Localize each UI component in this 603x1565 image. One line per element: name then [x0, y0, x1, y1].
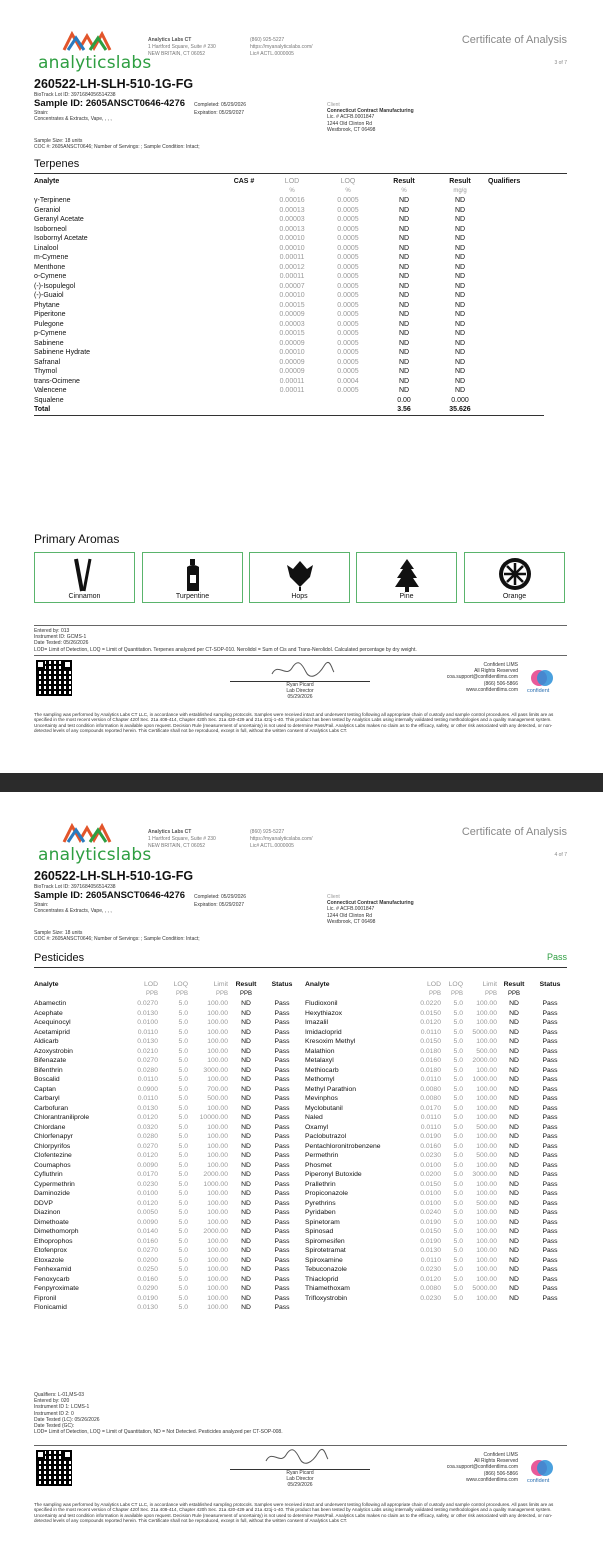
sample-id: Sample ID: 2605ANSCT0646-4276	[34, 98, 186, 109]
entered-by: Entered by: 013 Instrument ID: GCMS-1 Date Tested: 05/26/2026	[34, 628, 89, 647]
table-row: o-Cymene 0.00011 0.0005 ND ND	[34, 273, 466, 280]
table-row: Imidacloprid 0.0110 5.0 5000.00 ND Pass	[305, 1028, 558, 1036]
terpenes-table	[34, 177, 544, 416]
table-units-row: PPB PPB PPB PPB	[428, 990, 520, 997]
table-row: Clofentezine 0.0120 5.0 100.00 ND Pass	[34, 1152, 290, 1159]
qr-code[interactable]	[36, 1450, 72, 1486]
page-number: 4 of 7	[554, 852, 567, 858]
sample-size: Sample Size: 18 units	[34, 138, 83, 144]
category: Concentrates & Extracts, Vape, , , ,	[34, 908, 112, 914]
table-row: Chlorfenapyr 0.0280 5.0 100.00 ND Pass	[34, 1133, 290, 1140]
table-row: Tebuconazole 0.0230 5.0 100.00 ND Pass	[305, 1266, 558, 1273]
table-row: Daminozide 0.0100 5.0 100.00 ND Pass	[34, 1190, 290, 1197]
document-title: Certificate of Analysis	[461, 34, 567, 46]
footer-divider-2	[34, 655, 567, 656]
completed-date: Completed: 05/29/2026	[194, 894, 246, 900]
table-row: Spinosad 0.0150 5.0 100.00 ND Pass	[305, 1228, 558, 1235]
signature-image	[262, 1447, 332, 1467]
table-total-row: Total 3.56 35.626	[34, 405, 544, 415]
hops-icon	[285, 557, 315, 591]
pesticides-table-right	[305, 980, 569, 1303]
page-number: 3 of 7	[554, 60, 567, 66]
client-block: Client Connecticut Contract Manufacturing Lic. # ACFB.0001847 1244 Old Clinton Rd Westbrook, CT 06498	[327, 894, 414, 925]
table-row: Menthone 0.00012 0.0005 ND ND	[34, 263, 466, 271]
biotrack-id: BioTrack Lot ID: 3971684056514238	[34, 92, 116, 98]
aroma-orange: Orange	[464, 552, 565, 603]
aroma-turpentine: Turpentine	[142, 552, 243, 603]
confident-brand: confident	[527, 1478, 550, 1484]
table-row: Pulegone 0.00003 0.0005 ND ND	[34, 320, 466, 328]
table-row: Etoxazole 0.0200 5.0 100.00 ND Pass	[34, 1256, 290, 1264]
table-row: Cyfluthrin 0.0170 5.0 2000.00 ND Pass	[34, 1171, 290, 1178]
footer-divider	[34, 1445, 567, 1446]
table-row: Spiromesifen 0.0190 5.0 100.00 ND Pass	[305, 1237, 558, 1245]
table-row: Thymol 0.00009 0.0005 ND ND	[34, 368, 466, 375]
table-row: Metalaxyl 0.0160 5.0 2000.00 ND Pass	[305, 1057, 558, 1064]
lab-contact: (860) 925-5227 https://myanalyticslabs.com/ Lic# ACTL.0000005	[250, 829, 313, 849]
table-row: Valencene 0.00011 0.0005 ND ND	[34, 387, 466, 394]
table-row: Piperitone 0.00009 0.0005 ND ND	[34, 311, 466, 318]
table-row: trans-Ocimene 0.00011 0.0004 ND ND	[34, 377, 466, 385]
table-row: Acequinocyl 0.0100 5.0 100.00 ND Pass	[34, 1019, 290, 1026]
table-row: Paclobutrazol 0.0190 5.0 100.00 ND Pass	[305, 1133, 558, 1140]
table-row: Chlorpyrifos 0.0270 5.0 100.00 ND Pass	[34, 1142, 290, 1150]
table-row: Safranal 0.00009 0.0005 ND ND	[34, 358, 466, 366]
section-divider	[34, 173, 567, 174]
confident-lims-info: Confident LIMS All Rights Reserved coa.support@confidentlims.com (866) 506-5866 www.confidentlims.com	[446, 662, 518, 693]
table-row: Boscalid 0.0110 5.0 100.00 ND Pass	[34, 1076, 290, 1083]
table-row: Fludioxonil 0.0220 5.0 100.00 ND Pass	[305, 1000, 558, 1007]
table-row: Bifenthrin 0.0280 5.0 3000.00 ND Pass	[34, 1066, 290, 1074]
confident-brand: confident	[527, 688, 550, 694]
test-metadata: Qualifiers: L-01,MS-03 Entered by: 020 Instrument ID 1: LCMS-1 Instrument ID 2: 0 Date Tested (LC): 05/26/2026 Date Tested (GC): LOD= Limit of Detection, LOQ = Limit of Quantitation, ND = Not Detected. Pesticides analyzed per CT-SOP-008.	[34, 1392, 283, 1436]
table-row: Squalene 0.00 0.000	[34, 396, 469, 404]
table-row: Chlorantraniliprole 0.0120 5.0 10000.00 ND Pass	[34, 1114, 290, 1121]
table-header: Analyte LOD LOQ Limit Result Status	[34, 981, 293, 988]
table-row: (-)-Isopulegol 0.00007 0.0005 ND ND	[34, 282, 466, 290]
coc-info: COC #: 2605ANSCT0646; Number of Servings: ; Sample Condition: Intact;	[34, 144, 200, 150]
footer-divider	[34, 625, 567, 626]
table-row: Phosmet 0.0100 5.0 100.00 ND Pass	[305, 1161, 558, 1169]
cinnamon-icon	[70, 557, 100, 593]
document-title: Certificate of Analysis	[461, 826, 567, 838]
table-row: Kresoxim Methyl 0.0150 5.0 100.00 ND Pass	[305, 1038, 558, 1045]
client-block: Client Connecticut Contract Manufacturing Lic. # ACFB.0001847 1244 Old Clinton Rd Westbrook, CT 06498	[327, 102, 414, 133]
table-row: Dimethomorph 0.0140 5.0 2000.00 ND Pass	[34, 1228, 290, 1235]
disclaimer: The sampling was performed by Analytics Labs CT LLC, in accordance with established sampling protocols. Samples were received intact and underwent testing following all appropriate chain of custody and sample control procedures. All pass limits are as specified in the most recent version of Chapter 420f Sec. 21a 408-414, Chapter 420h Sec. 21a 420-429 and 21a 421j-1-40. This product has been tested by Analytics Labs using internally validated testing methodologies and a quality management system. Uncertainty and test condition information is available upon request. Decision Rule (measurement of uncertainty) is not used to determine Pass/Fail. Analytics Labs makes no claim as to the efficacy, safety, or other risk associated with any detected, or non-detected levels of any compounds reported herein. This Certificate shall not be reproduced, except in full, without the written consent of Analytics Labs CT.	[34, 712, 554, 733]
lab-logo-text: analyticslabs	[38, 845, 152, 865]
category: Concentrates & Extracts, Vape, , , ,	[34, 116, 112, 122]
footnote: LOD= Limit of Detection, LOQ = Limit of Quantitation. Terpenes analyzed per CT-SOP-010. Nerolidol = Sum of Cis and Trans-Nerolidol. Calculated percentage by dry weight.	[34, 647, 417, 653]
table-row: DDVP 0.0120 5.0 100.00 ND Pass	[34, 1199, 290, 1207]
table-row: p-Cymene 0.00015 0.0005 ND ND	[34, 330, 466, 337]
sample-id: Sample ID: 2605ANSCT0646-4276	[34, 890, 186, 901]
turpentine-bottle-icon	[183, 557, 203, 593]
table-row: Acephate 0.0130 5.0 100.00 ND Pass	[34, 1009, 290, 1017]
table-row: Flonicamid 0.0130 5.0 100.00 ND Pass	[34, 1304, 290, 1311]
strain: Strain:	[34, 110, 49, 116]
table-row: Diazinon 0.0050 5.0 100.00 ND Pass	[34, 1209, 290, 1216]
table-row: Pentachloronitrobenzene 0.0160 5.0 100.00 ND Pass	[305, 1142, 558, 1150]
table-row: γ-Terpinene 0.00016 0.0005 ND ND	[34, 197, 466, 204]
aroma-cinnamon: Cinnamon	[34, 552, 135, 603]
table-row: Acetamiprid 0.0110 5.0 100.00 ND Pass	[34, 1028, 290, 1036]
pesticides-table-left	[34, 980, 300, 1313]
table-row: Carbaryl 0.0110 5.0 500.00 ND Pass	[34, 1095, 290, 1102]
table-row: Mevinphos 0.0080 5.0 100.00 ND Pass	[305, 1095, 558, 1102]
table-row: Linalool 0.00010 0.0005 ND ND	[34, 244, 466, 252]
coa-page-pesticides	[0, 792, 603, 1565]
table-row: m-Cymene 0.00011 0.0005 ND ND	[34, 254, 466, 261]
table-row: Propiconazole 0.0100 5.0 100.00 ND Pass	[305, 1190, 558, 1197]
table-row: Abamectin 0.0270 5.0 100.00 ND Pass	[34, 1000, 290, 1007]
table-row: Fenoxycarb 0.0160 5.0 100.00 ND Pass	[34, 1275, 290, 1283]
confident-logo-icon	[530, 1458, 554, 1478]
completed-date: Completed: 05/29/2026	[194, 102, 246, 108]
table-row: Oxamyl 0.0110 5.0 500.00 ND Pass	[305, 1123, 558, 1131]
table-row: Azoxystrobin 0.0210 5.0 100.00 ND Pass	[34, 1047, 290, 1055]
orange-slice-icon	[498, 557, 532, 591]
table-row: Cypermethrin 0.0230 5.0 1000.00 ND Pass	[34, 1180, 290, 1188]
section-title-aromas: Primary Aromas	[34, 532, 120, 546]
coa-page-terpenes	[0, 0, 603, 773]
table-row: Isoborneol 0.00013 0.0005 ND ND	[34, 225, 466, 233]
table-row: Fipronil 0.0190 5.0 100.00 ND Pass	[34, 1294, 290, 1302]
table-row: Thiamethoxam 0.0080 5.0 5000.00 ND Pass	[305, 1285, 558, 1292]
signatory: Ryan Picard Lab Director 05/29/2026	[286, 1470, 314, 1489]
table-row: Malathion 0.0180 5.0 500.00 ND Pass	[305, 1047, 558, 1055]
table-row: Captan 0.0900 5.0 700.00 ND Pass	[34, 1085, 290, 1093]
table-header: Analyte LOD LOQ Limit Result Status	[305, 981, 561, 988]
signature-image	[268, 660, 338, 680]
table-row: Bifenazate 0.0270 5.0 100.00 ND Pass	[34, 1057, 290, 1064]
qr-code[interactable]	[36, 660, 72, 696]
table-row: Naled 0.0110 5.0 100.00 ND Pass	[305, 1114, 558, 1121]
section-title-terpenes: Terpenes	[34, 158, 80, 170]
table-row: Carbofuran 0.0130 5.0 100.00 ND Pass	[34, 1104, 290, 1112]
table-row: Phytane 0.00015 0.0005 ND ND	[34, 301, 466, 309]
table-row: Sabinene Hydrate 0.00010 0.0005 ND ND	[34, 349, 466, 356]
lab-logo-icon	[62, 822, 112, 844]
table-row: Fenhexamid 0.0250 5.0 100.00 ND Pass	[34, 1266, 290, 1273]
biotrack-id: BioTrack Lot ID: 3971684056514238	[34, 884, 116, 890]
expiration-date: Expiration: 05/29/2027	[194, 902, 245, 908]
table-row: Hexythiazox 0.0150 5.0 100.00 ND Pass	[305, 1009, 558, 1017]
confident-logo-icon	[530, 668, 554, 688]
aroma-hops: Hops	[249, 552, 350, 603]
overall-status-badge: Pass	[546, 952, 567, 962]
lab-logo-icon	[62, 30, 112, 52]
table-row: Coumaphos 0.0090 5.0 100.00 ND Pass	[34, 1161, 290, 1169]
table-units-row: % % % mg/g	[289, 187, 467, 194]
table-row: Methiocarb 0.0180 5.0 100.00 ND Pass	[305, 1066, 558, 1074]
table-row: Trifloxystrobin 0.0230 5.0 100.00 ND Pass	[305, 1294, 558, 1302]
table-row: Thiacloprid 0.0120 5.0 100.00 ND Pass	[305, 1275, 558, 1283]
confident-lims-info: Confident LIMS All Rights Reserved coa.support@confidentlims.com (866) 506-5866 www.confidentlims.com	[446, 1452, 518, 1483]
table-row: Piperonyl Butoxide 0.0200 5.0 3000.00 ND Pass	[305, 1171, 558, 1178]
pine-tree-icon	[394, 557, 420, 593]
table-row: Geraniol 0.00013 0.0005 ND ND	[34, 206, 466, 214]
lab-address: Analytics Labs CT 1 Hartford Square, Suite # 230 NEW BRITAIN, CT 06052	[148, 829, 216, 849]
product-name: 260522-LH-SLH-510-1G-FG	[34, 869, 194, 883]
table-row: Aldicarb 0.0130 5.0 100.00 ND Pass	[34, 1038, 290, 1045]
section-divider	[34, 967, 567, 968]
table-header: Analyte CAS # LOD LOQ Result Result Qualifiers	[34, 178, 521, 185]
lab-address: Analytics Labs CT 1 Hartford Square, Suite # 230 NEW BRITAIN, CT 06052	[148, 37, 216, 57]
table-row: Sabinene 0.00009 0.0005 ND ND	[34, 339, 466, 347]
table-row: Spirotetramat 0.0130 5.0 100.00 ND Pass	[305, 1247, 558, 1254]
signatory: Ryan Picard Lab Director 05/29/2026	[286, 682, 314, 701]
aroma-pine: Pine	[356, 552, 457, 603]
table-row: Ethoprophos 0.0160 5.0 100.00 ND Pass	[34, 1237, 290, 1245]
coc-info: COC #: 2605ANSCT0646; Number of Servings: ; Sample Condition: Intact;	[34, 936, 200, 942]
product-name: 260522-LH-SLH-510-1G-FG	[34, 77, 194, 91]
table-row: Isobornyl Acetate 0.00010 0.0005 ND ND	[34, 235, 466, 242]
table-row: Methomyl 0.0110 5.0 1000.00 ND Pass	[305, 1076, 558, 1083]
disclaimer: The sampling was performed by Analytics Labs CT LLC, in accordance with established sampling protocols. Samples were received intact and underwent testing following all appropriate chain of custody and sample control procedures. All pass limits are as specified in the most recent version of Chapter 420f Sec. 21a 408-414, Chapter 420h Sec. 21a 420-429 and 21a 421j-1-40. This product has been tested by Analytics Labs using internally validated testing methodologies and a quality management system. Uncertainty and test condition information is available upon request. Decision Rule (measurement of uncertainty) is not used to determine Pass/Fail. Analytics Labs makes no claim as to the efficacy, safety, or other risk associated with any detected, or non-detected levels of any compounds reported herein. This Certificate shall not be reproduced, except in full, without the written consent of Analytics Labs CT.	[34, 1502, 554, 1523]
table-row: Spinetoram 0.0190 5.0 100.00 ND Pass	[305, 1218, 558, 1226]
table-row: Methyl Parathion 0.0080 5.0 100.00 ND Pass	[305, 1085, 558, 1093]
table-units-row: PPB PPB PPB PPB	[145, 990, 252, 997]
table-row: Etofenprox 0.0270 5.0 100.00 ND Pass	[34, 1247, 290, 1254]
sample-size: Sample Size: 18 units	[34, 930, 83, 936]
expiration-date: Expiration: 05/29/2027	[194, 110, 245, 116]
table-row: Permethrin 0.0230 5.0 500.00 ND Pass	[305, 1152, 558, 1159]
table-row: Imazalil 0.0120 5.0 100.00 ND Pass	[305, 1019, 558, 1026]
strain: Strain:	[34, 902, 49, 908]
section-title-pesticides: Pesticides	[34, 952, 85, 964]
table-row: Pyridaben 0.0240 5.0 100.00 ND Pass	[305, 1209, 558, 1216]
table-row: Geranyl Acetate 0.00003 0.0005 ND ND	[34, 216, 466, 223]
table-row: Pyrethrins 0.0100 5.0 500.00 ND Pass	[305, 1199, 558, 1207]
table-row: Spiroxamine 0.0110 5.0 100.00 ND Pass	[305, 1256, 558, 1264]
lab-contact: (860) 925-5227 https://myanalyticslabs.com/ Lic# ACTL.0000005	[250, 37, 313, 57]
table-row: Fenpyroximate 0.0290 5.0 100.00 ND Pass	[34, 1285, 290, 1292]
lab-logo-text: analyticslabs	[38, 53, 152, 73]
table-row: Myclobutanil 0.0170 5.0 100.00 ND Pass	[305, 1104, 558, 1112]
table-row: Chlordane 0.0320 5.0 100.00 ND Pass	[34, 1123, 290, 1131]
table-row: (-)-Guaiol 0.00010 0.0005 ND ND	[34, 292, 466, 299]
table-row: Prallethrin 0.0150 5.0 100.00 ND Pass	[305, 1180, 558, 1188]
table-row: Dimethoate 0.0090 5.0 100.00 ND Pass	[34, 1218, 290, 1226]
